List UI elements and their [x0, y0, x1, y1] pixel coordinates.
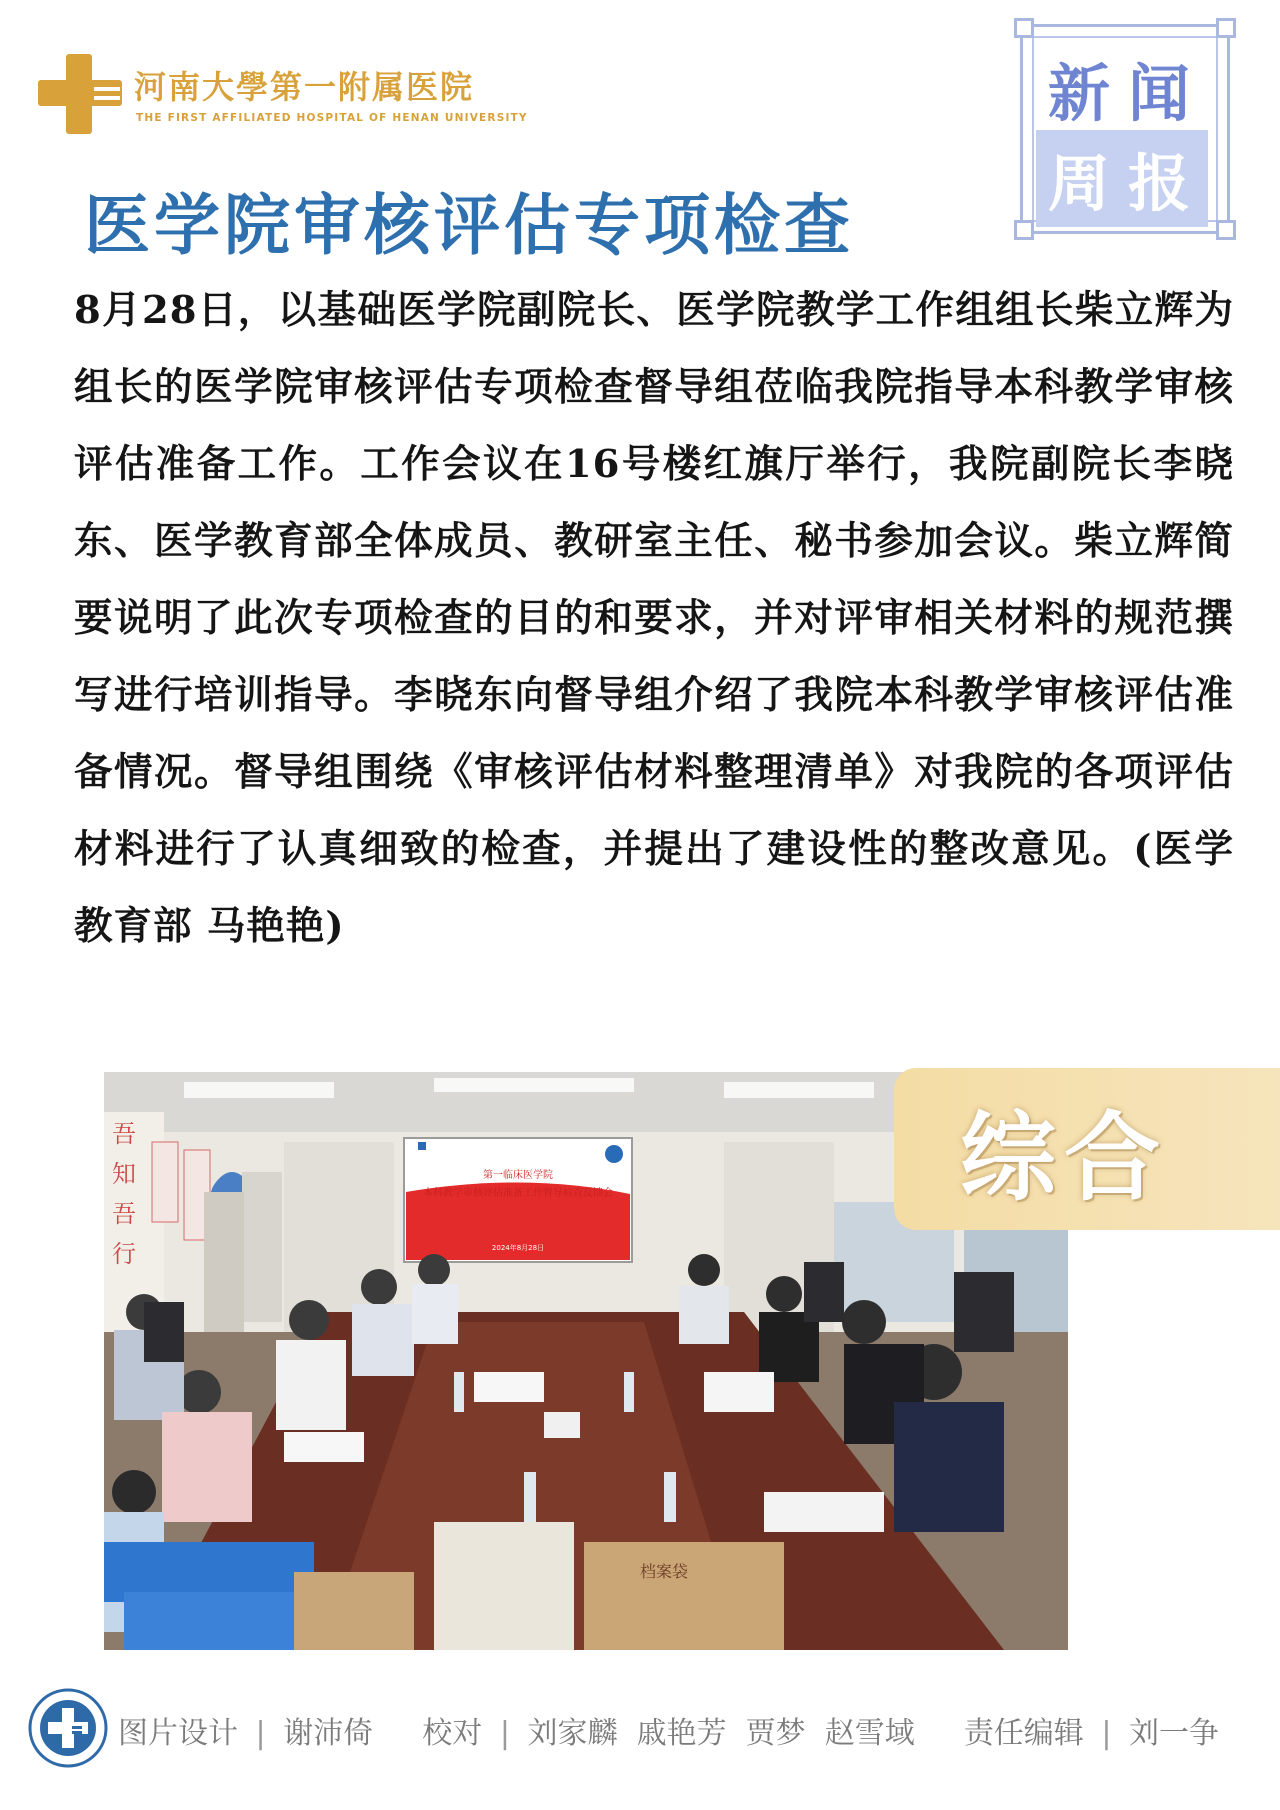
wall-char: 吾	[112, 1200, 136, 1228]
stamp-corner	[1014, 220, 1034, 240]
page-title: 医学院审核评估专项检查	[84, 186, 854, 264]
stamp-corner	[1014, 18, 1034, 38]
wall-char: 吾	[112, 1120, 136, 1148]
credits-line	[118, 1708, 1219, 1752]
separator: |	[255, 1716, 266, 1751]
wall-char: 知	[112, 1160, 136, 1188]
hospital-emblem-icon	[28, 1688, 108, 1768]
article-body: 8月28日，以基础医学院副院长、医学院教学工作组组长柴立辉为组长的医学院审核评估专项检查督导组莅临我院指导本科教学审核评估准备工作。工作会议在16号楼红旗厅举行，我院副院长李晓东、医学教育部全体成员、教研室主任、秘书参加会议。柴立辉简要说明了此次专项检查的目的和要求，并对评审相关材料的规范撰写进行培训指导。李晓东向督导组介绍了我院本科教学审核评估准备情况。督导组围绕《审核评估材料整理清单》对我院的各项评估材料进行了认真细致的检查，并提出了建设性的整改意见。(医学教育部 马艳艳)	[74, 288, 1234, 949]
hospital-logo	[38, 50, 528, 140]
file-folder-label: 档案袋	[639, 1562, 689, 1581]
design-label: 图片设计	[118, 1716, 238, 1751]
logo-chinese-name: 河南大學第一附属医院	[134, 68, 475, 106]
wall-char: 行	[112, 1240, 136, 1268]
proof-names: 刘家麟 戚艳芳 贾梦 赵雪域	[527, 1716, 915, 1751]
section-tag	[894, 1068, 1280, 1230]
section-tag-label: 综合	[960, 1101, 1168, 1214]
cross-logo-icon	[38, 54, 122, 134]
stamp-corner	[1216, 220, 1236, 240]
separator: |	[1101, 1716, 1112, 1751]
stamp-corner	[1216, 18, 1236, 38]
stamp-line-weekly: 周报	[1036, 130, 1208, 227]
logo-english-name: THE FIRST AFFILIATED HOSPITAL OF HENAN UNIVERSITY	[136, 112, 528, 124]
stamp-line-news: 新闻	[1048, 57, 1209, 130]
editor-label: 责任编辑	[963, 1716, 1084, 1751]
screen-subtitle: 本科教学审核评估准备工作督导检查反馈会	[423, 1188, 613, 1199]
editor-name: 刘一争	[1129, 1716, 1220, 1751]
screen-date: 2024年8月28日	[491, 1244, 545, 1252]
separator: |	[499, 1716, 510, 1751]
design-name: 谢沛倚	[283, 1716, 374, 1751]
news-weekly-stamp	[1020, 24, 1230, 234]
screen-title: 第一临床医学院	[483, 1170, 553, 1181]
proof-label: 校对	[422, 1716, 483, 1751]
